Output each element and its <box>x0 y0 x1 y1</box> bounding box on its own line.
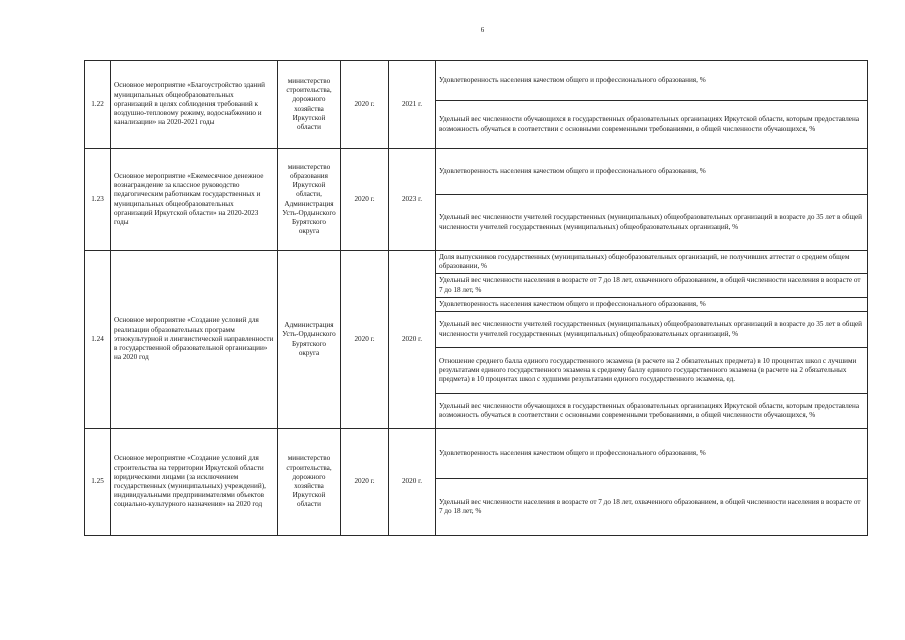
row-number: 1.24 <box>85 251 111 429</box>
indicator: Отношение среднего балла единого государственного экзамена (в расчете на 2 обязательных предмета) в 10 процентах школ с лучшими результатами единого государственного экзамена к среднему баллу единого государственного экзамена (в расчете на 2 обязательных предмета) в 10 процентах школ с худшими результатами единого государственного экзамена, ед. <box>436 348 868 394</box>
start-year: 2020 г. <box>341 429 389 536</box>
program-events-table <box>84 60 868 536</box>
row-number: 1.23 <box>85 149 111 251</box>
start-year: 2020 г. <box>341 149 389 251</box>
executor: Администрация Усть-Ордынского Бурятского округа <box>278 251 341 429</box>
table-row <box>85 429 868 479</box>
indicator: Доля выпускников государственных (муниципальных) общеобразовательных организаций, не получивших аттестат о среднем общем образовании, % <box>436 251 868 274</box>
event-description: Основное мероприятие «Благоустройство зданий муниципальных общеобразовательных организаций в целях соблюдения требований к воздушно-тепловому режиму, водоснабжению и канализации» на 2020-2021 годы <box>111 61 278 149</box>
indicator: Удельный вес численности обучающихся в государственных образовательных организациях Иркутской области, которым предоставлена возможность обучаться в соответствии с основными современными требованиями, в общей численности обучающихся, % <box>436 101 868 149</box>
end-year: 2021 г. <box>389 61 436 149</box>
row-number: 1.22 <box>85 61 111 149</box>
event-description: Основное мероприятие «Ежемесячное денежное вознаграждение за классное руководство педагогическим работникам государственных и муниципальных общеобразовательных организаций Иркутской области» на 2020-2023 годы <box>111 149 278 251</box>
row-number: 1.25 <box>85 429 111 536</box>
indicator: Удовлетворенность населения качеством общего и профессионального образования, % <box>436 429 868 479</box>
executor: министерство строительства, дорожного хозяйства Иркутской области <box>278 61 341 149</box>
indicator: Удельный вес численности учителей государственных (муниципальных) общеобразовательных организаций в возрасте до 35 лет в общей численности учителей государственных (муниципальных) общеобразовательных организаций, % <box>436 312 868 348</box>
indicator: Удельный вес численности обучающихся в государственных образовательных организациях Иркутской области, которым предоставлена возможность обучаться в соответствии с основными современными требованиями, в общей численности обучающихся, % <box>436 394 868 429</box>
executor: министерство образования Иркутской области, Администрация Усть-Ордынского Бурятского округа <box>278 149 341 251</box>
indicator: Удовлетворенность населения качеством общего и профессионального образования, % <box>436 298 868 312</box>
executor: министерство строительства, дорожного хозяйства Иркутской области <box>278 429 341 536</box>
page-number: 6 <box>480 26 485 34</box>
indicator: Удовлетворенность населения качеством общего и профессионального образования, % <box>436 149 868 195</box>
start-year: 2020 г. <box>341 61 389 149</box>
end-year: 2023 г. <box>389 149 436 251</box>
end-year: 2020 г. <box>389 429 436 536</box>
event-description: Основное мероприятие «Создание условий для строительства на территории Иркутской области юридическими лицами (за исключением государственных (муниципальных) учреждений), индивидуальными предпринимателями объектов социально-культурного назначения» на 2020 год <box>111 429 278 536</box>
end-year: 2020 г. <box>389 251 436 429</box>
indicator: Удовлетворенность населения качеством общего и профессионального образования, % <box>436 61 868 101</box>
event-description: Основное мероприятие «Создание условий для реализации образовательных программ этнокультурной и лингвистической направленности в государственной образовательной организации» на 2020 год <box>111 251 278 429</box>
indicator: Удельный вес численности населения в возрасте от 7 до 18 лет, охваченного образованием, в общей численности населения в возрасте от 7 до 18 лет, % <box>436 479 868 536</box>
start-year: 2020 г. <box>341 251 389 429</box>
indicator: Удельный вес численности учителей государственных (муниципальных) общеобразовательных организаций в возрасте до 35 лет в общей численности учителей государственных (муниципальных) общеобразовательных организаций, % <box>436 195 868 251</box>
indicator: Удельный вес численности населения в возрасте от 7 до 18 лет, охваченного образованием, в общей численности населения в возрасте от 7 до 18 лет, % <box>436 274 868 298</box>
table-row <box>85 149 868 195</box>
table-row <box>85 61 868 101</box>
table-row <box>85 251 868 274</box>
